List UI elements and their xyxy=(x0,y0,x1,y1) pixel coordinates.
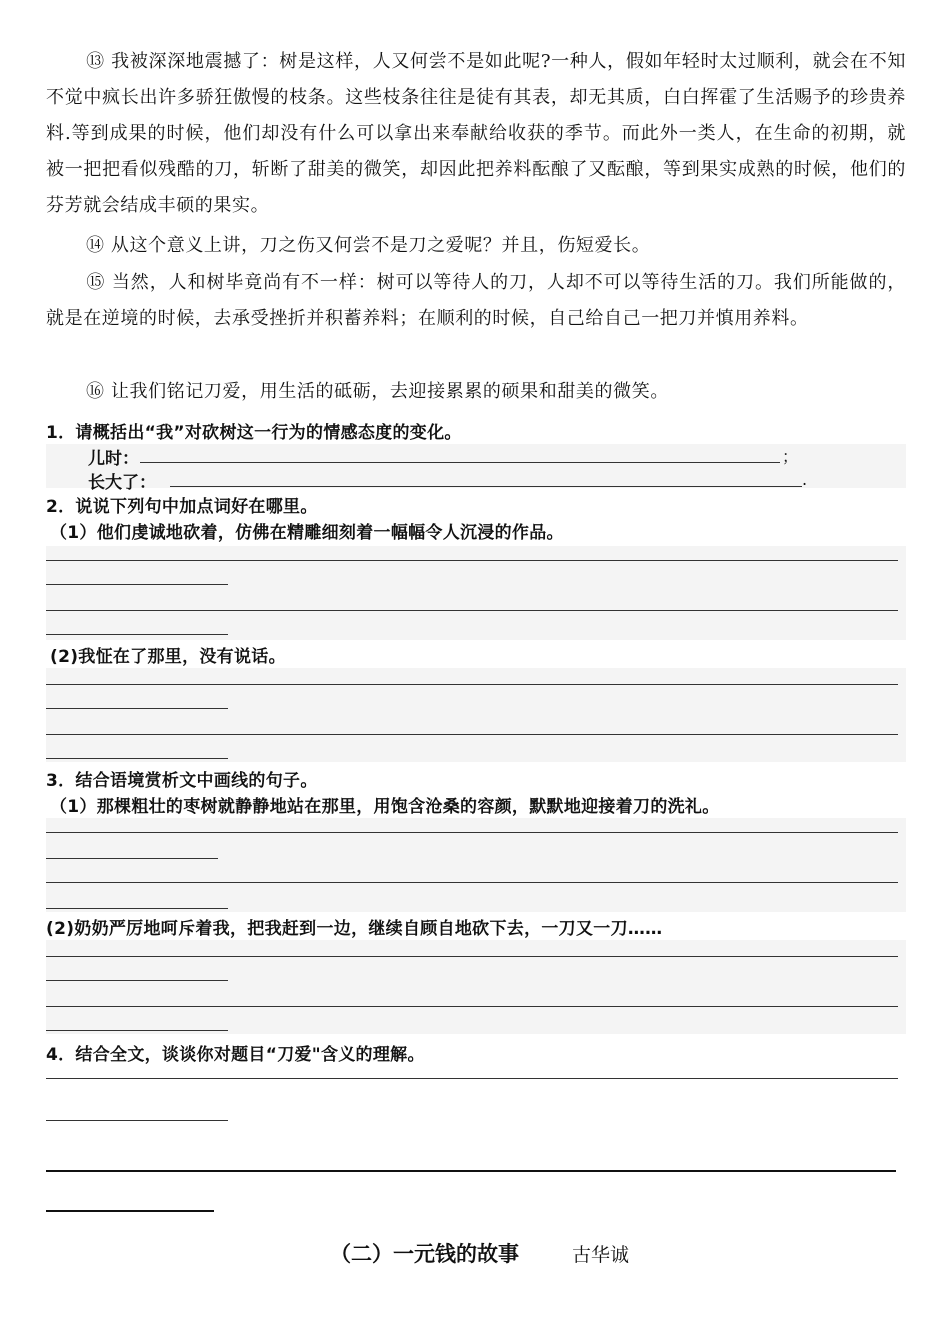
q1-child-answer-line[interactable] xyxy=(140,462,780,463)
q1-answer-area xyxy=(46,444,906,488)
q2-2-answer-area xyxy=(46,668,906,762)
paragraph-16: ⑯ 让我们铭记刀爱，用生活的砥砺，去迎接累累的硕果和甜美的微笑。 xyxy=(86,381,669,402)
section-title: （二）一元钱的故事 xyxy=(330,1242,519,1266)
question-2-2: (2)我怔在了那里，没有说话。 xyxy=(50,647,286,667)
q2-2-answer-line-4[interactable] xyxy=(46,758,228,759)
question-3-1: （1）那棵粗壮的枣树就静静地站在那里，用饱含沧桑的容颜，默默地迎接着刀的洗礼。 xyxy=(50,797,720,817)
q1-adult-answer-line[interactable] xyxy=(170,486,802,487)
question-2: 2．说说下列句中加点词好在哪里。 xyxy=(46,497,318,517)
q1-adult-label: 长大了： xyxy=(88,473,156,493)
q2-1-answer-line-2[interactable] xyxy=(46,584,228,585)
question-1: 1．请概括出“我”对砍树这一行为的情感态度的变化。 xyxy=(46,423,462,443)
q2-2-answer-line-2[interactable] xyxy=(46,708,228,709)
q3-2-answer-line-4[interactable] xyxy=(46,1030,228,1031)
q1-adult-end: . xyxy=(802,470,808,489)
q2-2-answer-line-3[interactable] xyxy=(46,734,898,735)
q1-child-end: ； xyxy=(782,447,799,466)
q3-1-answer-line-4[interactable] xyxy=(46,908,228,909)
question-4: 4．结合全文，谈谈你对题目“刀爱"含义的理解。 xyxy=(46,1045,425,1065)
paragraph-13: ⑬ 我被深深地震撼了：树是这样，人又何尝不是如此呢?一种人，假如年轻时太过顺利，就会在不知不觉中疯长出许多骄狂傲慢的枝条。这些枝条往往是徒有其表，却无其质，白白挥霍了生活赐予的珍贵养料.等到成果的时候，他们却没有什么可以拿出来奉献给收获的季节。而此外一类人，在生命的初期，就被一把把看似残酷的刀，斩断了甜美的微笑，却因此把养料酝酿了又酝酿，等到果实成熟的时候，他们的芬芳就会结成丰硕的果实。 xyxy=(46,51,906,216)
q4-answer-line-4[interactable] xyxy=(46,1210,214,1212)
q3-1-answer-line-3[interactable] xyxy=(46,882,898,883)
question-3-2: (2)奶奶严厉地呵斥着我，把我赶到一边，继续自顾自地砍下去，一刀又一刀…… xyxy=(46,919,663,939)
question-3: 3．结合语境赏析文中画线的句子。 xyxy=(46,771,318,791)
paragraph-15: ⑮ 当然，人和树毕竟尚有不一样：树可以等待人的刀，人却不可以等待生活的刀。我们所能做的，就是在逆境的时候，去承受挫折并积蓄养料；在顺利的时候，自己给自己一把刀并慎用养料。 xyxy=(46,272,906,329)
q4-answer-line-2[interactable] xyxy=(46,1120,228,1121)
q2-2-answer-line-1[interactable] xyxy=(46,684,898,685)
q3-1-answer-line-1[interactable] xyxy=(46,832,898,833)
q3-1-answer-line-2[interactable] xyxy=(46,858,218,859)
paragraph-14: ⑭ 从这个意义上讲，刀之伤又何尝不是刀之爱呢？并且，伤短爱长。 xyxy=(86,235,651,256)
q3-2-answer-line-2[interactable] xyxy=(46,980,228,981)
question-2-1: （1）他们虔诚地砍着，仿佛在精雕细刻着一幅幅令人沉浸的作品。 xyxy=(50,523,564,543)
section-author: 古华诚 xyxy=(572,1244,630,1266)
q2-1-answer-line-1[interactable] xyxy=(46,560,898,561)
q4-answer-line-1[interactable] xyxy=(46,1078,898,1079)
q1-child-label: 儿时： xyxy=(88,449,139,469)
q3-2-answer-line-3[interactable] xyxy=(46,1006,898,1007)
q3-2-answer-line-1[interactable] xyxy=(46,956,898,957)
q2-1-answer-line-4[interactable] xyxy=(46,634,228,635)
q2-1-answer-line-3[interactable] xyxy=(46,610,898,611)
q4-answer-line-3[interactable] xyxy=(46,1170,896,1172)
q3-2-answer-area xyxy=(46,940,906,1034)
